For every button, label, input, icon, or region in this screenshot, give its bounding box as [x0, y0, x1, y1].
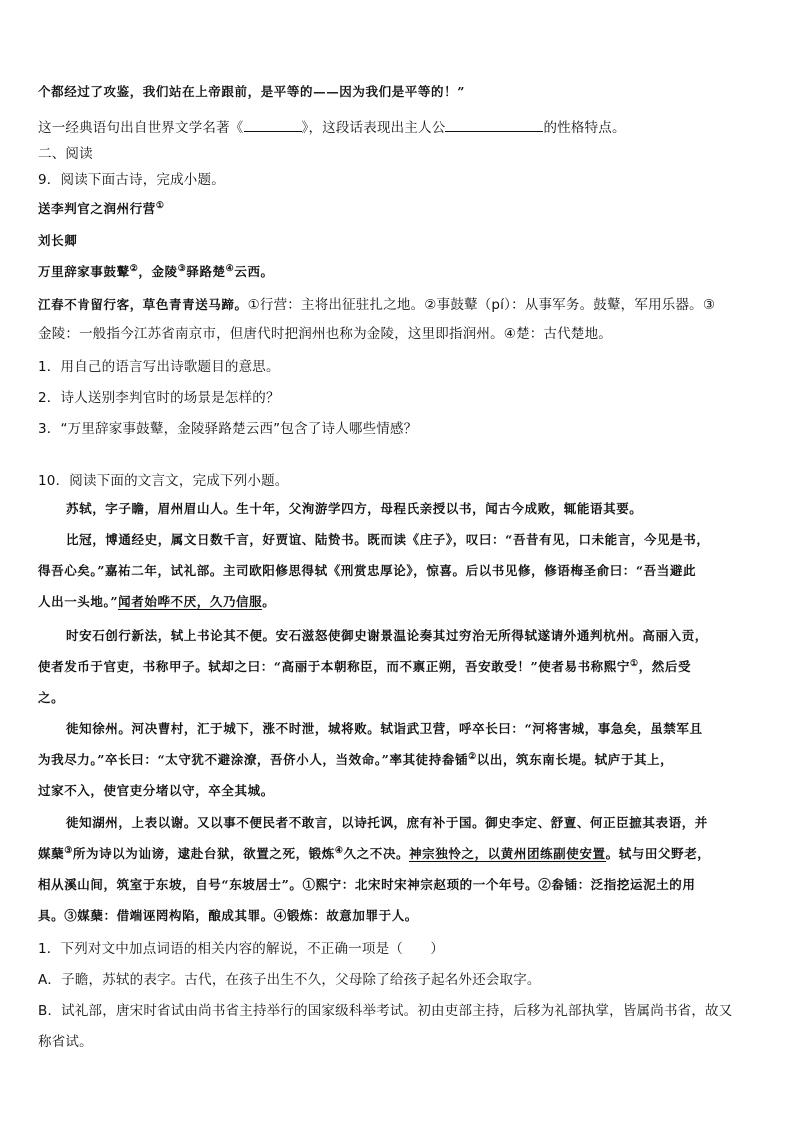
footnote-mark: ③	[177, 263, 187, 274]
question-text: 的性格特点。	[543, 120, 626, 136]
passage-line	[38, 844, 760, 862]
option-b-continued: 称省试。	[38, 1034, 93, 1050]
passage-paragraph-1: 苏轼，字子瞻，眉州眉山人。生十年，父洵游学四方，母程氏亲授以书，闻古今成败，辄能语其要。	[66, 501, 643, 516]
passage-line: 过家不入，使官吏分堵以守，卒全其城。	[38, 783, 274, 798]
section-heading: 二、阅读	[38, 146, 93, 162]
poem-line-2	[38, 293, 760, 313]
book-title-blank[interactable]	[244, 118, 302, 132]
question-text: 》，这段话表现出主人公	[301, 120, 446, 136]
passage-text: 所为诗以为讪谤，逮赴台狱，欲置之死，锻炼	[72, 846, 335, 861]
passage-line: 之。	[38, 690, 65, 705]
passage-line: 相从溪山间，筑室于东坡，自号“东坡居士”。①熙宁：北宋时宋神宗赵顼的一个年号。②畚锸：泛指挖运泥土的用	[38, 877, 696, 892]
passage-text: 媒蘖	[38, 846, 65, 861]
question-9-heading: 9．阅读下面古诗，完成小题。	[38, 172, 225, 188]
poem-line-1	[38, 262, 760, 280]
question-text: 这一经典语句出自世界文学名著《	[38, 120, 244, 136]
passage-paragraph-5: 徙知湖州，上表以谢。又以事不便民者不敢言，以诗托讽，庶有补于国。御史李定、舒亶、何正臣摭其表语，并	[66, 815, 708, 830]
sub-question-1: 1．下列对文中加点词语的相关内容的解说，不正确一项是（ ）	[38, 941, 445, 957]
poem-text: 万里辞家事鼓鼙	[38, 264, 130, 279]
question-9-2: 2．诗人送别李判官时的场景是怎样的？	[38, 390, 280, 406]
footnote-mark: ③	[64, 845, 73, 856]
poem-title-text: 送李判官之润州行营	[38, 201, 156, 216]
poem-author: 刘长卿	[38, 233, 78, 248]
passage-text: ，然后受	[638, 659, 692, 674]
question-10-heading: 10．阅读下面的文言文，完成下列小题。	[38, 473, 289, 489]
poem-text: 云西。	[234, 264, 274, 279]
passage-footnotes: 具。③媒蘖：借端诬罔构陷，酿成其罪。④锻炼：故意加罪于人。	[38, 908, 418, 923]
poem-title	[38, 199, 760, 217]
footnote-mark: ④	[334, 845, 344, 856]
passage-paragraph-4: 徙知徐州。河决曹村，汇于城下，涨不时泄，城将败。轼诣武卫营，呼卒长曰：“河将害城，事急矣，虽禁军且	[66, 721, 703, 736]
passage-text: 为我尽力。”卒长曰：“太守犹不避涂潦，吾侪小人，当效命。”率其徒持畚锸	[38, 752, 469, 767]
quote-line: 个都经过了攻鉴，我们站在上帝跟前，是平等的——因为我们是平等的！”	[38, 84, 465, 99]
footnote-mark: ②	[468, 751, 477, 762]
passage-paragraph-3: 时安石创行新法，轼上书论其不便。安石滋怒使御史谢景温论奏其过穷治无所得轼遂请外通判杭州。高丽入贡，	[66, 628, 708, 643]
passage-paragraph-2: 比冠，博通经史，属文日数千言，好贾谊、陆贽书。既而读《庄子》，叹曰：“吾昔有见，口未能言，今见是书，	[66, 532, 710, 547]
poem-text: 江春不肯留行客，草色青青送马蹄。	[38, 297, 248, 312]
footnote-mark: ④	[225, 263, 235, 274]
footnote-mark: ①	[629, 658, 639, 669]
poem-text: ，金陵	[138, 264, 178, 279]
passage-text: 久之不决。	[343, 846, 410, 861]
question-9-1: 1．用自己的语言写出诗歌题目的意思。	[38, 359, 280, 375]
fill-in-question	[38, 116, 760, 136]
option-a[interactable]: A．子瞻，苏轼的表字。古代，在孩子出生不久，父母除了给孩子起名外还会取字。	[38, 972, 541, 988]
passage-text: 。	[262, 594, 276, 609]
question-9-3: 3．“万里辞家事鼓鼙，金陵驿路楚云西”包含了诗人哪些情感？	[38, 421, 418, 437]
passage-line	[38, 750, 760, 768]
passage-text: 使者发币于官吏，书称甲子。轼却之曰：“高丽于本朝称臣，而不禀正朔，吾安敢受！”使者易书称熙宁	[38, 659, 630, 674]
footnote-text: ①行营：主将出征驻扎之地。②事鼓鼙（pí）：从事军务。鼓鼙，军用乐器。③	[247, 297, 716, 313]
passage-line	[38, 592, 760, 610]
underlined-sentence: 闻者始哗不厌，久乃信服	[118, 594, 263, 609]
option-b[interactable]: B．试礼部，唐宋时省试由尚书省主持举行的国家级科举考试。初由吏部主持，后移为礼部执掌，皆属尚书省，故又	[38, 1003, 733, 1019]
passage-text: 人出一头地。”	[38, 594, 119, 609]
character-blank[interactable]	[445, 118, 543, 132]
poem-text: 驿路楚	[186, 264, 226, 279]
footnote-mark: ①	[155, 200, 165, 211]
passage-text: 以出，筑东南长堤。轼庐于其上，	[476, 752, 674, 767]
footnote-text: 金陵：一般指今江苏省南京市，但唐代时把润州也称为金陵，这里即指润州。④楚：古代楚地。	[38, 326, 613, 342]
passage-line: 得吾心矣。”嘉祐二年，试礼部。主司欧阳修思得轼《刑赏忠厚论》，惊喜。后以书见修，修语梅圣俞曰：“吾当避此	[38, 563, 697, 578]
passage-text: 。轼与田父野老，	[605, 846, 711, 861]
passage-line	[38, 657, 760, 675]
footnote-mark: ②	[129, 263, 139, 274]
underlined-sentence: 神宗独怜之，以黄州团练副使安置	[409, 846, 606, 861]
